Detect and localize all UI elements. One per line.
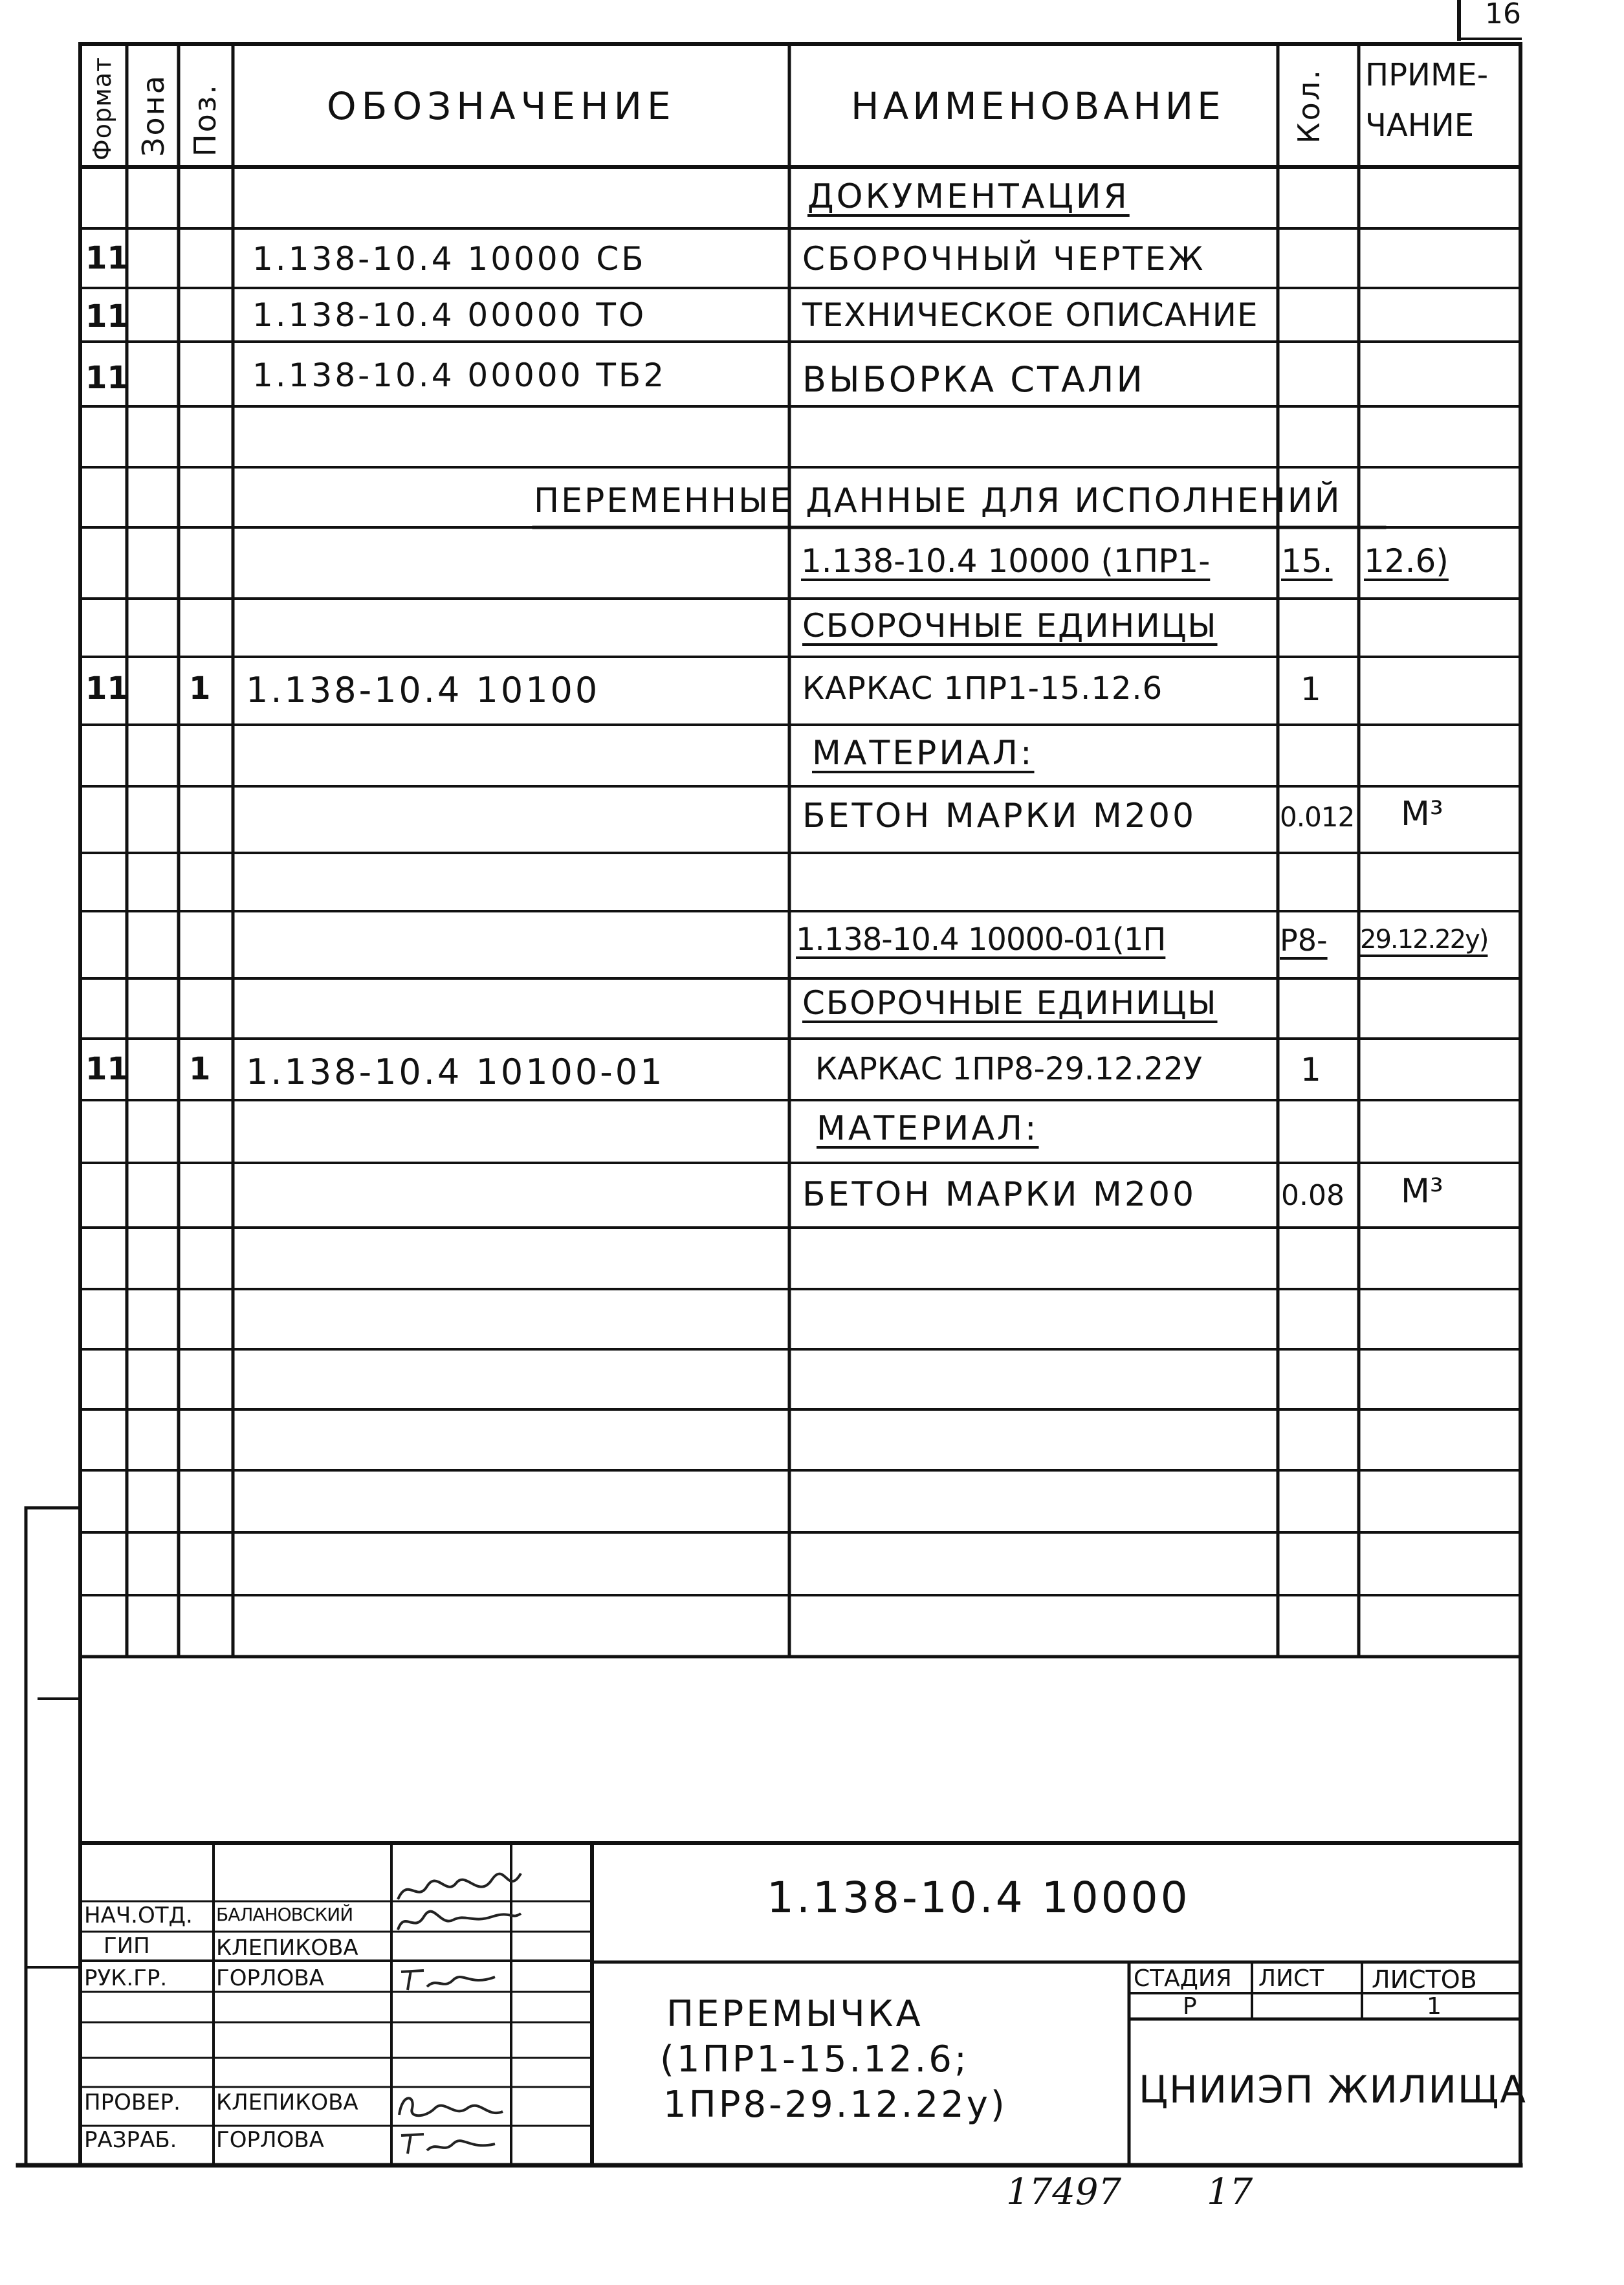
name-ruk-gr: ГОРЛОВА — [216, 1965, 324, 1991]
row17-qty: 0.08 — [1281, 1179, 1344, 1212]
row10-material: МАТЕРИАЛ: — [812, 734, 1035, 773]
row3-name: ТЕХНИЧЕСКОЕ ОПИСАНИЕ — [802, 296, 1258, 334]
row15-designation: 1.138-10.4 10100-01 — [246, 1052, 665, 1092]
row11-note: М³ — [1401, 795, 1443, 833]
name-prover: КЛЕПИКОВА — [216, 2090, 358, 2115]
signature-nach-otd — [395, 1870, 524, 1909]
row2-designation: 1.138-10.4 10000 СБ — [252, 240, 646, 278]
role-prover: ПРОВЕР. — [84, 2090, 181, 2115]
row9-designation: 1.138-10.4 10100 — [246, 670, 600, 711]
row3-designation: 1.138-10.4 00000 ТО — [252, 296, 647, 334]
row17-note: М³ — [1401, 1172, 1443, 1211]
row9-format: 11 — [85, 670, 129, 707]
header-designation: ОБОЗНАЧЕНИЕ — [327, 84, 676, 128]
header-qty: Кол. — [1291, 68, 1326, 144]
row2-name: СБОРОЧНЫЙ ЧЕРТЕЖ — [802, 240, 1206, 278]
signature-prover — [396, 2089, 506, 2125]
row4-format: 11 — [85, 360, 129, 396]
page-number: 17 — [1207, 2171, 1253, 2213]
row13-name: 1.138-10.4 10000-01(1П — [796, 922, 1166, 958]
item-title-line1: ПЕРЕМЫЧКА — [666, 1993, 923, 2035]
header-pos: Поз. — [188, 83, 223, 157]
row7-qty: 15. — [1281, 542, 1333, 580]
name-gip: КЛЕПИКОВА — [216, 1935, 358, 1961]
header-name: НАИМЕНОВАНИЕ — [851, 84, 1225, 128]
row9-pos: 1 — [189, 670, 211, 707]
row9-name: КАРКАС 1ПР1-15.12.6 — [802, 670, 1163, 707]
role-razrab: РАЗРАБ. — [84, 2127, 177, 2153]
row7-note: 12.6) — [1364, 542, 1449, 580]
sheets-label: ЛИСТОВ — [1372, 1965, 1477, 1994]
inventory-number: 17497 — [1006, 2171, 1122, 2213]
item-title-line3: 1ПР8-29.12.22у) — [663, 2084, 1007, 2126]
row13-note: 29.12.22у) — [1360, 925, 1488, 955]
row15-pos: 1 — [189, 1051, 211, 1087]
row8-assembly-units: СБОРОЧНЫЕ ЕДИНИЦЫ — [802, 607, 1218, 645]
signature-gip — [395, 1904, 524, 1936]
row11-name: БЕТОН МАРКИ М200 — [802, 797, 1197, 835]
name-nach-otd: БАЛАНОВСКИЙ — [216, 1904, 353, 1925]
stage-label: СТАДИЯ — [1134, 1965, 1232, 1992]
row7-name: 1.138-10.4 10000 (1ПР1- — [801, 542, 1211, 580]
row14-assembly-units: СБОРОЧНЫЕ ЕДИНИЦЫ — [802, 984, 1218, 1022]
header-zone: Зона — [136, 74, 171, 157]
row4-designation: 1.138-10.4 00000 ТБ2 — [252, 357, 667, 394]
role-ruk-gr: РУК.ГР. — [84, 1965, 168, 1991]
row4-name: ВЫБОРКА СТАЛИ — [802, 359, 1145, 400]
title-doc-code: 1.138-10.4 10000 — [767, 1873, 1191, 1923]
row13-qty: Р8- — [1280, 923, 1328, 958]
sheets-value: 1 — [1427, 1993, 1442, 2020]
section-documentation: ДОКУМЕНТАЦИЯ — [807, 177, 1130, 216]
role-gip: ГИП — [104, 1933, 150, 1959]
sheet-label: ЛИСТ — [1258, 1965, 1324, 1992]
signature-razrab — [398, 2128, 501, 2160]
row11-qty: 0.012 — [1280, 801, 1355, 833]
row15-name: КАРКАС 1ПР8-29.12.22У — [815, 1051, 1202, 1087]
row2-format: 11 — [85, 240, 129, 276]
sheet-number: 16 — [1485, 0, 1521, 30]
name-razrab: ГОРЛОВА — [216, 2127, 324, 2153]
row16-material: МАТЕРИАЛ: — [817, 1109, 1039, 1148]
signature-ruk-gr — [398, 1964, 501, 1996]
row17-name: БЕТОН МАРКИ М200 — [802, 1175, 1197, 1214]
organization: ЦНИИЭП ЖИЛИЩА — [1139, 2068, 1527, 2112]
header-note-line1: ПРИМЕ- — [1365, 57, 1489, 93]
variable-data-title: ПЕРЕМЕННЫЕ ДАННЫЕ ДЛЯ ИСПОЛНЕНИЙ — [534, 481, 1342, 520]
header-note-line2: ЧАНИЕ — [1365, 107, 1475, 144]
row15-qty: 1 — [1300, 1051, 1321, 1088]
role-nach-otd: НАЧ.ОТД. — [84, 1903, 193, 1928]
item-title-line2: (1ПР1-15.12.6; — [660, 2038, 969, 2081]
row15-format: 11 — [85, 1051, 129, 1087]
stage-value: Р — [1183, 1993, 1197, 2020]
header-format: Формат — [88, 56, 116, 160]
row9-qty: 1 — [1300, 670, 1321, 708]
row3-format: 11 — [85, 298, 129, 335]
